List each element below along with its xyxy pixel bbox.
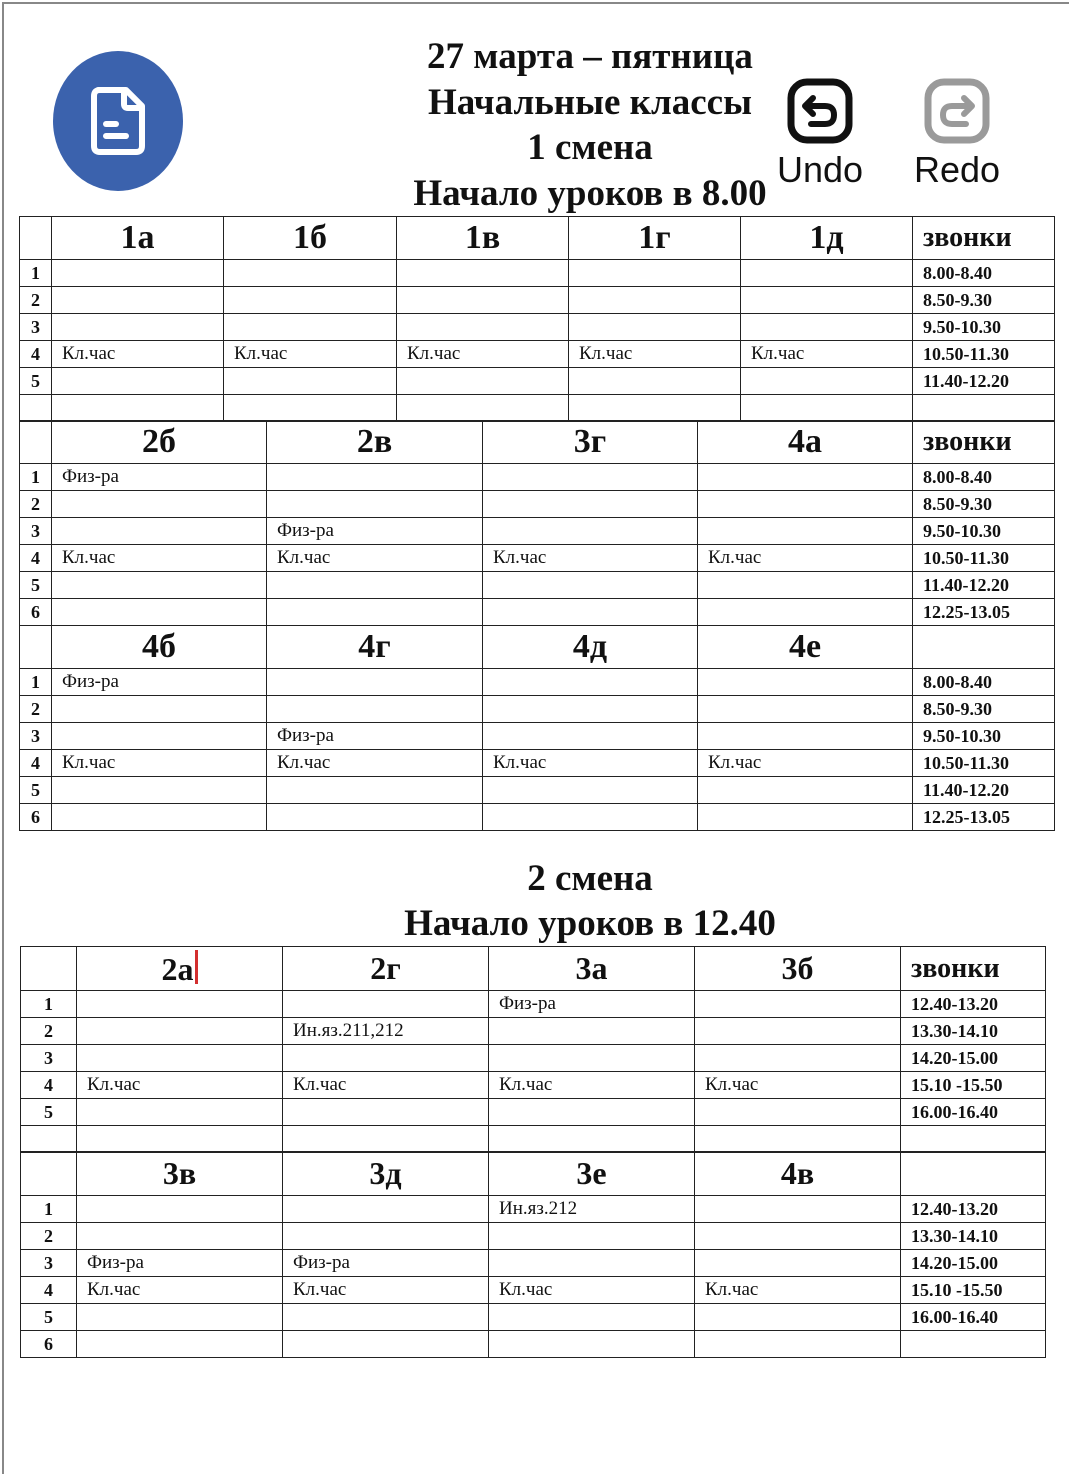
lesson-cell[interactable]: Кл.час (77, 1277, 283, 1304)
lesson-cell[interactable]: Кл.час (695, 1277, 901, 1304)
bell-time[interactable]: 16.00-16.40 (901, 1099, 1046, 1126)
table-row (20, 491, 1055, 518)
lesson-cell[interactable] (483, 491, 698, 518)
table-row (21, 1018, 1046, 1045)
bell-time[interactable]: 9.50-10.30 (913, 518, 1055, 545)
lesson-cell[interactable] (698, 696, 913, 723)
heading-shift-2: 2 смена (527, 858, 653, 899)
lesson-cell[interactable] (569, 314, 741, 341)
lesson-number: 1 (20, 260, 52, 287)
bell-time[interactable]: 12.40-13.20 (901, 1196, 1046, 1223)
lesson-cell[interactable]: Кл.час (698, 750, 913, 777)
bell-time[interactable]: 10.50-11.30 (913, 545, 1055, 572)
bell-time[interactable]: 8.50-9.30 (913, 491, 1055, 518)
lesson-number: 3 (20, 314, 52, 341)
class-name: 1а (120, 219, 155, 256)
lesson-cell[interactable] (741, 395, 913, 422)
lesson-cell[interactable] (77, 1126, 283, 1153)
table-row (20, 314, 1055, 341)
class-header[interactable] (489, 947, 695, 991)
bell-time[interactable]: 16.00-16.40 (901, 1304, 1046, 1331)
table-row (20, 723, 1055, 750)
lesson-number: 4 (20, 341, 52, 368)
lesson-cell[interactable]: Ин.яз.211,212 (283, 1018, 489, 1045)
lesson-cell[interactable] (483, 669, 698, 696)
lesson-cell[interactable] (483, 599, 698, 626)
lesson-cell[interactable] (77, 1018, 283, 1045)
table-row (20, 804, 1055, 831)
class-name: 4а (788, 423, 822, 460)
class-header[interactable] (741, 217, 913, 260)
lesson-cell[interactable] (224, 314, 397, 341)
schedule-table-1-grades (19, 216, 1055, 422)
bell-time[interactable]: 13.30-14.10 (901, 1018, 1046, 1045)
lesson-cell[interactable] (695, 1126, 901, 1153)
lesson-cell[interactable] (489, 1223, 695, 1250)
class-name: 4г (358, 628, 391, 665)
bells-header[interactable]: звонки (913, 421, 1055, 464)
bell-time[interactable]: 14.20-15.00 (901, 1250, 1046, 1277)
lesson-cell[interactable] (283, 1331, 489, 1358)
table-row (20, 777, 1055, 804)
lesson-cell[interactable] (741, 260, 913, 287)
lesson-number: 6 (20, 599, 52, 626)
lesson-cell[interactable] (52, 287, 224, 314)
lesson-number: 5 (20, 572, 52, 599)
lesson-cell[interactable]: Кл.час (489, 1072, 695, 1099)
header-row (21, 947, 1046, 991)
lesson-cell[interactable] (267, 464, 483, 491)
lesson-cell[interactable] (698, 491, 913, 518)
bell-time[interactable]: 14.20-15.00 (901, 1045, 1046, 1072)
lesson-cell[interactable] (52, 518, 267, 545)
bell-time[interactable]: 15.10 -15.50 (901, 1072, 1046, 1099)
lesson-number: 5 (20, 777, 52, 804)
lesson-number: 4 (21, 1277, 77, 1304)
lesson-cell[interactable] (52, 723, 267, 750)
lesson-cell[interactable] (397, 287, 569, 314)
lesson-cell[interactable] (267, 491, 483, 518)
lesson-cell[interactable] (52, 572, 267, 599)
lesson-number: 2 (21, 1223, 77, 1250)
corner-cell (21, 1152, 77, 1196)
lesson-cell[interactable] (741, 287, 913, 314)
class-name: 2г (370, 950, 401, 986)
lesson-cell[interactable] (77, 1099, 283, 1126)
bells-header[interactable] (901, 1152, 1046, 1196)
lesson-cell[interactable] (489, 1045, 695, 1072)
bell-time[interactable]: 8.50-9.30 (913, 287, 1055, 314)
class-header[interactable] (52, 421, 267, 464)
lesson-cell[interactable] (698, 599, 913, 626)
redo-label: Redo (913, 149, 1001, 190)
lesson-cell[interactable] (52, 696, 267, 723)
lesson-cell[interactable] (698, 669, 913, 696)
lesson-cell[interactable] (52, 368, 224, 395)
lesson-cell[interactable] (267, 669, 483, 696)
lesson-cell[interactable] (52, 804, 267, 831)
table-row (21, 1250, 1046, 1277)
lesson-cell[interactable] (267, 696, 483, 723)
lesson-cell[interactable]: Кл.час (52, 545, 267, 572)
bell-time[interactable] (913, 395, 1055, 422)
lesson-cell[interactable] (397, 395, 569, 422)
bell-time[interactable]: 9.50-10.30 (913, 723, 1055, 750)
table-row (20, 368, 1055, 395)
table-row (21, 1099, 1046, 1126)
class-name: 3а (575, 950, 608, 986)
lesson-cell[interactable]: Кл.час (569, 341, 741, 368)
lesson-cell[interactable] (695, 1018, 901, 1045)
lesson-cell[interactable]: Ин.яз.212 (489, 1196, 695, 1223)
lesson-number: 6 (20, 804, 52, 831)
bell-time[interactable]: 15.10 -15.50 (901, 1277, 1046, 1304)
table-row (20, 572, 1055, 599)
shift2-heading (340, 856, 840, 946)
lesson-cell[interactable] (283, 1196, 489, 1223)
table-row (20, 395, 1055, 422)
lesson-cell[interactable] (52, 314, 224, 341)
class-name: 4в (780, 1155, 815, 1191)
lesson-cell[interactable]: Кл.час (52, 341, 224, 368)
lesson-cell[interactable] (77, 1196, 283, 1223)
lesson-cell[interactable] (698, 572, 913, 599)
lesson-cell[interactable]: Кл.час (283, 1072, 489, 1099)
lesson-cell[interactable]: Кл.час (52, 750, 267, 777)
class-name: 4е (788, 628, 822, 665)
lesson-cell[interactable] (77, 1045, 283, 1072)
lesson-cell[interactable] (483, 777, 698, 804)
lesson-cell[interactable] (52, 777, 267, 804)
table-row (21, 1223, 1046, 1250)
class-name: 3е (576, 1155, 607, 1191)
lesson-number: 5 (20, 368, 52, 395)
lesson-cell[interactable] (52, 260, 224, 287)
class-name: 4д (572, 628, 608, 665)
document-icon (88, 86, 148, 156)
lesson-number: 2 (20, 491, 52, 518)
lesson-number: 2 (20, 696, 52, 723)
lesson-number (20, 395, 52, 422)
bell-time[interactable]: 8.00-8.40 (913, 260, 1055, 287)
lesson-cell[interactable] (569, 287, 741, 314)
lesson-number: 2 (20, 287, 52, 314)
class-header[interactable] (695, 947, 901, 991)
class-header[interactable] (698, 626, 913, 669)
lesson-cell[interactable] (77, 1304, 283, 1331)
lesson-number: 5 (21, 1304, 77, 1331)
heading-date: 27 марта – пятница (427, 36, 753, 77)
class-name: 3в (162, 1155, 197, 1191)
lesson-cell[interactable]: Физ-ра (283, 1250, 489, 1277)
lesson-cell[interactable]: Кл.час (267, 750, 483, 777)
class-name: 1д (809, 219, 844, 256)
lesson-cell[interactable] (283, 1223, 489, 1250)
lesson-cell[interactable] (224, 287, 397, 314)
lesson-number: 4 (20, 750, 52, 777)
table-row (20, 287, 1055, 314)
bell-time[interactable] (901, 1126, 1046, 1153)
lesson-cell[interactable] (283, 1099, 489, 1126)
schedule-table-shift2-b (20, 1151, 1046, 1358)
class-name: 2б (142, 423, 176, 460)
lesson-cell[interactable]: Кл.час (224, 341, 397, 368)
lesson-cell[interactable] (698, 723, 913, 750)
table-row (21, 1277, 1046, 1304)
header-row (20, 626, 1055, 669)
class-name: 3д (369, 1155, 402, 1191)
lesson-number: 6 (21, 1331, 77, 1358)
bell-time[interactable]: 8.50-9.30 (913, 696, 1055, 723)
class-header[interactable] (267, 421, 483, 464)
lesson-cell[interactable]: Кл.час (695, 1072, 901, 1099)
lesson-number: 3 (20, 518, 52, 545)
lesson-cell[interactable] (267, 804, 483, 831)
class-header[interactable] (397, 217, 569, 260)
lesson-cell[interactable] (224, 368, 397, 395)
table-row (21, 1304, 1046, 1331)
lesson-cell[interactable] (695, 1045, 901, 1072)
undo-label: Undo (776, 149, 864, 190)
lesson-cell[interactable]: Кл.час (489, 1277, 695, 1304)
corner-cell (20, 217, 52, 260)
lesson-cell[interactable] (489, 1126, 695, 1153)
lesson-cell[interactable] (489, 1250, 695, 1277)
table-row (20, 599, 1055, 626)
lesson-cell[interactable] (283, 1045, 489, 1072)
lesson-cell[interactable] (695, 991, 901, 1018)
lesson-cell[interactable]: Кл.час (741, 341, 913, 368)
bell-time[interactable]: 12.25-13.05 (913, 599, 1055, 626)
heading-start-time-2: Начало уроков в 12.40 (404, 903, 776, 944)
class-name: 3г (573, 423, 607, 460)
class-header[interactable] (489, 1152, 695, 1196)
heading-shift: 1 смена (527, 127, 653, 168)
lesson-cell[interactable] (695, 1331, 901, 1358)
table-row (20, 545, 1055, 572)
lesson-cell[interactable]: Физ-ра (267, 518, 483, 545)
class-header[interactable] (77, 947, 283, 991)
lesson-cell[interactable] (52, 395, 224, 422)
schedule-table-4-grades (19, 625, 1055, 831)
table-row (21, 1126, 1046, 1153)
bells-header[interactable]: звонки (901, 947, 1046, 991)
lesson-cell[interactable]: Кл.час (283, 1277, 489, 1304)
table-row (20, 341, 1055, 368)
bell-time[interactable]: 12.40-13.20 (901, 991, 1046, 1018)
lesson-cell[interactable] (489, 1304, 695, 1331)
lesson-number: 1 (21, 991, 77, 1018)
lesson-cell[interactable] (695, 1250, 901, 1277)
lesson-cell[interactable] (569, 395, 741, 422)
lesson-cell[interactable] (569, 368, 741, 395)
table-row (21, 1196, 1046, 1223)
bell-time[interactable]: 11.40-12.20 (913, 368, 1055, 395)
lesson-number: 1 (20, 669, 52, 696)
header-row (20, 421, 1055, 464)
class-header[interactable] (283, 947, 489, 991)
undo-button[interactable] (770, 78, 870, 190)
bell-time[interactable] (901, 1331, 1046, 1358)
lesson-cell[interactable]: Физ-ра (267, 723, 483, 750)
lesson-cell[interactable] (267, 572, 483, 599)
class-name: 2в (356, 423, 393, 460)
bells-header[interactable] (913, 626, 1055, 669)
lesson-cell[interactable]: Физ-ра (77, 1250, 283, 1277)
lesson-cell[interactable] (397, 368, 569, 395)
schedule-table-2-4-grades (19, 420, 1055, 626)
class-name: 2а (161, 950, 194, 987)
lesson-number: 1 (20, 464, 52, 491)
table-row (20, 750, 1055, 777)
lesson-cell[interactable]: Кл.час (267, 545, 483, 572)
heading-start-time: Начало уроков в 8.00 (413, 172, 767, 214)
bell-time[interactable]: 10.50-11.30 (913, 341, 1055, 368)
lesson-cell[interactable] (397, 314, 569, 341)
lesson-number: 3 (21, 1045, 77, 1072)
class-name: 4б (142, 628, 176, 665)
lesson-cell[interactable] (741, 314, 913, 341)
table-row (20, 518, 1055, 545)
class-header[interactable] (52, 217, 224, 260)
class-header[interactable] (267, 626, 483, 669)
bell-time[interactable]: 12.25-13.05 (913, 804, 1055, 831)
lesson-cell[interactable] (483, 696, 698, 723)
lesson-cell[interactable] (695, 1223, 901, 1250)
class-header[interactable] (698, 421, 913, 464)
bell-time[interactable]: 10.50-11.30 (913, 750, 1055, 777)
lesson-cell[interactable] (267, 777, 483, 804)
lesson-cell[interactable]: Кл.час (483, 750, 698, 777)
lesson-cell[interactable] (77, 1223, 283, 1250)
lesson-cell[interactable] (267, 599, 483, 626)
class-header[interactable] (283, 1152, 489, 1196)
undo-icon (787, 78, 853, 144)
table-row (21, 1331, 1046, 1358)
lesson-cell[interactable]: Кл.час (397, 341, 569, 368)
lesson-cell[interactable] (489, 1018, 695, 1045)
lesson-cell[interactable] (77, 1331, 283, 1358)
bell-time[interactable]: 11.40-12.20 (913, 777, 1055, 804)
lesson-cell[interactable]: Физ-ра (52, 669, 267, 696)
document-button[interactable] (53, 51, 183, 191)
class-header[interactable] (483, 421, 698, 464)
lesson-cell[interactable] (695, 1304, 901, 1331)
lesson-cell[interactable] (224, 395, 397, 422)
table-row (21, 1045, 1046, 1072)
lesson-cell[interactable]: Физ-ра (52, 464, 267, 491)
lesson-cell[interactable] (77, 991, 283, 1018)
lesson-cell[interactable] (483, 723, 698, 750)
table-row (21, 1072, 1046, 1099)
class-header[interactable] (224, 217, 397, 260)
lesson-cell[interactable] (283, 1126, 489, 1153)
lesson-cell[interactable] (483, 464, 698, 491)
lesson-cell[interactable] (489, 1331, 695, 1358)
heading-school-level: Начальные классы (427, 81, 752, 123)
redo-button[interactable] (907, 78, 1007, 190)
class-header[interactable] (695, 1152, 901, 1196)
lesson-number: 3 (21, 1250, 77, 1277)
class-header[interactable] (52, 626, 267, 669)
bell-time[interactable]: 13.30-14.10 (901, 1223, 1046, 1250)
lesson-cell[interactable]: Кл.час (698, 545, 913, 572)
lesson-cell[interactable] (698, 777, 913, 804)
lesson-cell[interactable]: Физ-ра (489, 991, 695, 1018)
bell-time[interactable]: 8.00-8.40 (913, 464, 1055, 491)
table-row (20, 464, 1055, 491)
lesson-number: 5 (21, 1099, 77, 1126)
redo-icon (924, 78, 990, 144)
lesson-cell[interactable] (695, 1099, 901, 1126)
lesson-cell[interactable] (569, 260, 741, 287)
table-row (21, 991, 1046, 1018)
lesson-number: 1 (21, 1196, 77, 1223)
table-row (20, 260, 1055, 287)
class-header[interactable] (569, 217, 741, 260)
class-name: 3б (781, 950, 814, 986)
table-row (20, 696, 1055, 723)
lesson-cell[interactable] (483, 572, 698, 599)
class-header[interactable] (483, 626, 698, 669)
bells-header[interactable]: звонки (913, 217, 1055, 260)
lesson-cell[interactable] (489, 1099, 695, 1126)
lesson-cell[interactable] (52, 599, 267, 626)
class-name: 1г (638, 219, 671, 256)
corner-cell (21, 947, 77, 991)
lesson-number: 3 (20, 723, 52, 750)
corner-cell (20, 421, 52, 464)
header-row (20, 217, 1055, 260)
lesson-number: 4 (21, 1072, 77, 1099)
class-name: 1в (464, 219, 501, 256)
lesson-cell[interactable] (741, 368, 913, 395)
class-name: 1б (293, 219, 327, 256)
bell-time[interactable]: 9.50-10.30 (913, 314, 1055, 341)
lesson-number (21, 1126, 77, 1153)
lesson-cell[interactable] (283, 991, 489, 1018)
class-header[interactable] (77, 1152, 283, 1196)
corner-cell (20, 626, 52, 669)
lesson-number: 4 (20, 545, 52, 572)
lesson-cell[interactable] (698, 464, 913, 491)
schedule-table-shift2-a (20, 946, 1046, 1153)
lesson-cell[interactable] (397, 260, 569, 287)
lesson-cell[interactable] (283, 1304, 489, 1331)
lesson-cell[interactable] (698, 518, 913, 545)
lesson-cell[interactable] (483, 804, 698, 831)
lesson-cell[interactable]: Кл.час (77, 1072, 283, 1099)
lesson-cell[interactable]: Кл.час (483, 545, 698, 572)
lesson-number: 2 (21, 1018, 77, 1045)
schedule-heading (380, 34, 800, 216)
bell-time[interactable]: 11.40-12.20 (913, 572, 1055, 599)
lesson-cell[interactable] (52, 491, 267, 518)
table-row (20, 669, 1055, 696)
lesson-cell[interactable] (698, 804, 913, 831)
header-row (21, 1152, 1046, 1196)
bell-time[interactable]: 8.00-8.40 (913, 669, 1055, 696)
text-cursor (195, 950, 198, 984)
lesson-cell[interactable] (695, 1196, 901, 1223)
lesson-cell[interactable] (224, 260, 397, 287)
lesson-cell[interactable] (483, 518, 698, 545)
